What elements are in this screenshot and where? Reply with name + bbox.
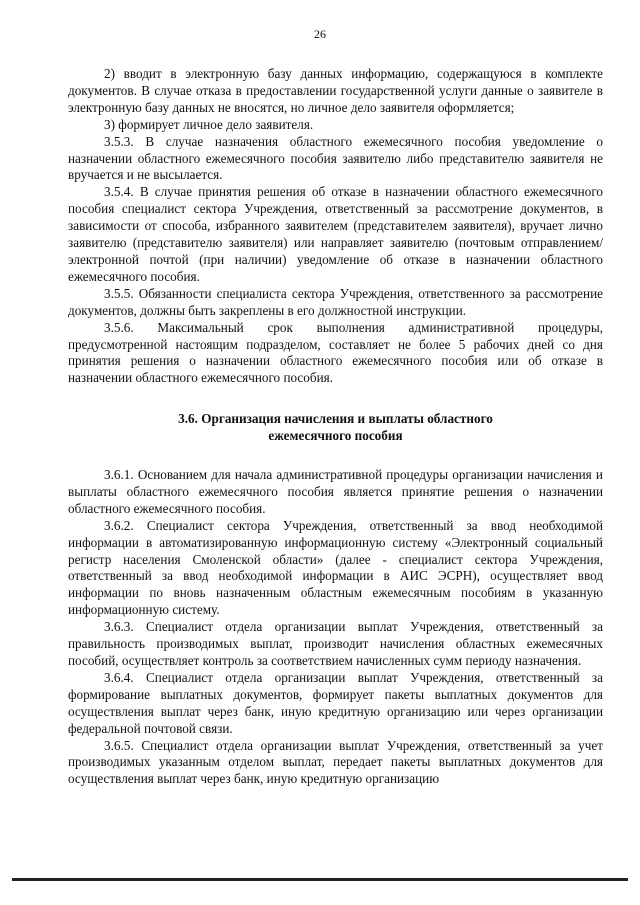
document-body xyxy=(68,66,603,788)
paragraph-2-vvodit: 2) вводит в электронную базу данных информацию, содержащуюся в комплекте документов. В случае отказа в предоставлении государственной услуги данные о заявителе в электронную базу данных не вносятся, но личное дело заявителя оформляется; xyxy=(68,66,603,115)
paragraph-3-6-3: 3.6.3. Специалист отдела организации выплат Учреждения, ответственный за правильность производимых выплат, производит начисления областных ежемесячных пособий, осуществляет контроль за соответствием начисленных сумм периоду назначения. xyxy=(68,619,603,668)
paragraph-3-5-3: 3.5.3. В случае назначения областного ежемесячного пособия уведомление о назначении областного ежемесячного пособия заявителю либо представителю заявителя не вручается и не высылается. xyxy=(68,133,603,183)
page-number: 26 xyxy=(314,27,326,41)
paragraph-3-5-4: 3.5.4. В случае принятия решения об отказе в назначении областного ежемесячного пособия специалист сектора Учреждения, ответственный за рассмотрение документов, в зависимости от способа, избранного заявителем (представителем заявителя), вручает лично заявителю (представителю заявителя) или направляет заявителю (почтовым отправлением/электронной почтой (при наличии) уведомление об отказе в назначении областного ежемесячного пособия. xyxy=(68,184,603,284)
paragraph-3-formiruet: 3) формирует личное дело заявителя. xyxy=(104,116,314,132)
paragraph-3-6-2: 3.6.2. Специалист сектора Учреждения, ответственный за ввод необходимой информации в автоматизированную информационную систему «Электронный социальный регистр населения Смоленской области» (далее - специалист сектора Учреждения, ответственный за ввод необходимой информации в АИС ЭСРН), осуществляет ввод информации по вновь назначенным областным ежемесячным пособиям в указанную информационную систему. xyxy=(68,517,603,618)
paragraph-3-6-5: 3.6.5. Специалист отдела организации выплат Учреждения, ответственный за учет производимых указанным отделом выплат, передает пакеты выплатных документов для осуществления выплат через банк, иную кредитную организацию xyxy=(68,737,603,787)
section-heading-line-2: ежемесячного пособия xyxy=(268,428,403,444)
paragraph-3-6-1: 3.6.1. Основанием для начала административной процедуры организации начисления и выплаты областного ежемесячного пособия является принятие решения о назначении областного ежемесячного пособия. xyxy=(68,467,603,516)
section-heading-line-1: 3.6. Организация начисления и выплаты областного xyxy=(178,411,493,427)
paragraph-3-5-5: 3.5.5. Обязанности специалиста сектора Учреждения, ответственного за рассмотрение документов, должны быть закреплены в его должностной инструкции. xyxy=(68,285,603,318)
paragraph-3-5-6: 3.5.6. Максимальный срок выполнения административной процедуры, предусмотренной настоящим подразделом, составляет не более 5 рабочих дней со дня принятия решения о назначении областного ежемесячного пособия или об отказе в назначении областного ежемесячного пособия. xyxy=(68,319,603,386)
paragraph-3-6-4: 3.6.4. Специалист отдела организации выплат Учреждения, ответственный за формирование выплатных документов, формирует пакеты выплатных документов для осуществления выплат через банк, иную кредитную организацию или через организации федеральной почтовой связи. xyxy=(68,669,603,736)
bottom-scan-edge-line xyxy=(12,878,628,881)
section-heading-3-6 xyxy=(68,411,603,445)
